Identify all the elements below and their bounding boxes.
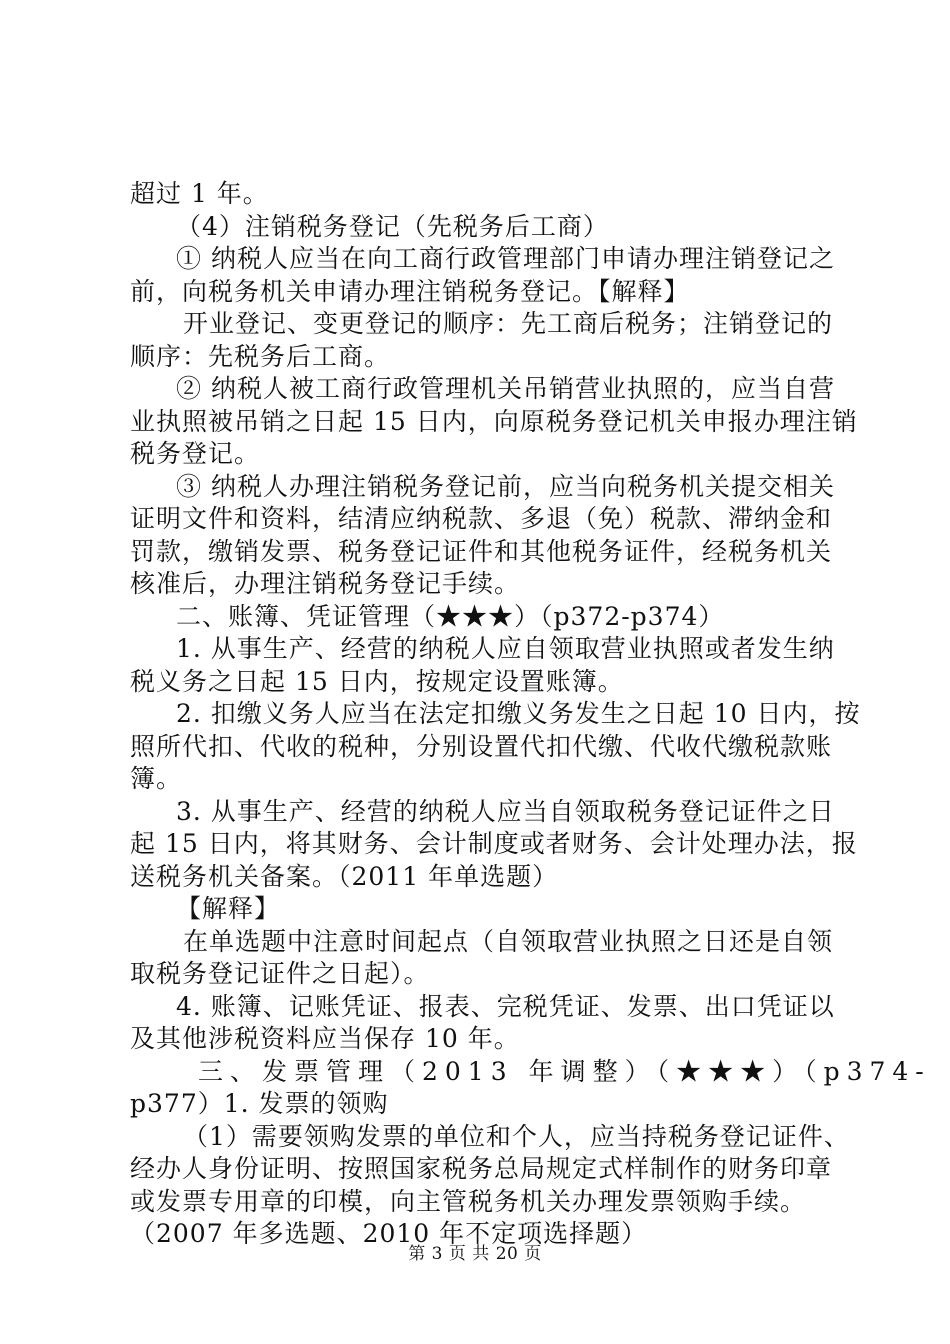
page-footer: 第 3 页 共 20 页 xyxy=(408,1244,542,1264)
text-line: 证明文件和资料，结清应纳税款、多退（免）税款、滞纳金和 xyxy=(130,504,833,533)
text-line: 及其他涉税资料应当保存 10 年。 xyxy=(130,1024,520,1053)
text-line: 送税务机关备案。（2011 年单选题） xyxy=(130,862,559,891)
text-line: 取税务登记证件之日起）。 xyxy=(130,959,430,988)
text-line: 顺序：先税务后工商。 xyxy=(130,342,391,371)
section-heading: 三、发票管理（2013 年调整）（★★★）（p374- xyxy=(198,1057,931,1086)
text-line: ② 纳税人被工商行政管理机关吊销营业执照的，应当自营 xyxy=(176,374,835,403)
text-line: 1. 从事生产、经营的纳税人应自领取营业执照或者发生纳 xyxy=(176,634,835,663)
text-line: （1）需要领购发票的单位和个人，应当持税务登记证件、 xyxy=(183,1122,850,1151)
text-line: 税义务之日起 15 日内，按规定设置账簿。 xyxy=(130,667,624,696)
text-line: 超过 1 年。 xyxy=(130,179,269,208)
text-line: p377）1. 发票的领购 xyxy=(130,1089,389,1118)
text-line: 或发票专用章的印模，向主管税务机关办理发票领购手续。 xyxy=(130,1187,807,1216)
text-line: 【解释】 xyxy=(176,894,281,923)
text-line: 簿。 xyxy=(130,764,183,793)
text-line: 罚款，缴销发票、税务登记证件和其他税务证件，经税务机关 xyxy=(130,537,833,566)
section-heading: （4）注销税务登记（先税务后工商） xyxy=(176,212,609,241)
text-line: 核准后，办理注销税务登记手续。 xyxy=(130,569,521,598)
text-line: 税务登记。 xyxy=(130,439,261,468)
section-heading: 二、账簿、凭证管理（★★★）（p372-p374） xyxy=(176,602,725,631)
text-line: 经办人身份证明、按照国家税务总局规定式样制作的财务印章 xyxy=(130,1154,833,1183)
text-line: 起 15 日内，将其财务、会计制度或者财务、会计处理办法，报 xyxy=(130,829,858,858)
text-line: 开业登记、变更登记的顺序：先工商后税务；注销登记的 xyxy=(183,309,834,338)
text-line: 在单选题中注意时间起点（自领取营业执照之日还是自领 xyxy=(183,927,834,956)
text-line: 照所代扣、代收的税种，分别设置代扣代缴、代收代缴税款账 xyxy=(130,732,833,761)
text-line: （2007 年多选题、2010 年不定项选择题） xyxy=(130,1219,648,1248)
text-line: ① 纳税人应当在向工商行政管理部门申请办理注销登记之 xyxy=(176,244,835,273)
text-line: 前，向税务机关申请办理注销税务登记。【解释】 xyxy=(130,277,690,306)
text-line: 4. 账簿、记账凭证、报表、完税凭证、发票、出口凭证以 xyxy=(176,992,835,1021)
text-line: 业执照被吊销之日起 15 日内，向原税务登记机关申报办理注销 xyxy=(130,407,858,436)
text-line: ③ 纳税人办理注销税务登记前，应当向税务机关提交相关 xyxy=(176,472,835,501)
text-line: 2. 扣缴义务人应当在法定扣缴义务发生之日起 10 日内，按 xyxy=(176,699,861,728)
text-line: 3. 从事生产、经营的纳税人应当自领取税务登记证件之日 xyxy=(176,797,835,826)
